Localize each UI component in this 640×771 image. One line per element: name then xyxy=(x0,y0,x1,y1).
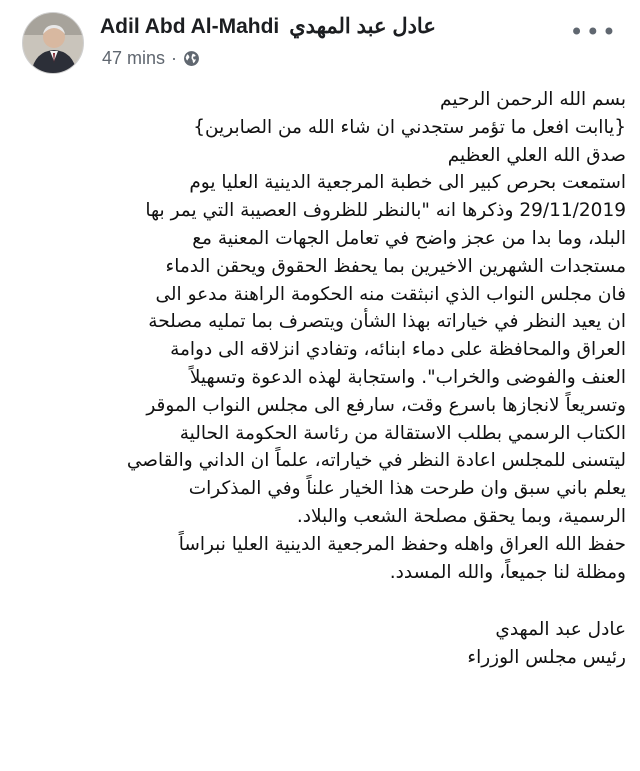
post-line: بسم الله الرحمن الرحيم xyxy=(440,89,626,110)
post-meta xyxy=(102,48,200,69)
post-line: 29/11/2019 وذكرها انه "بالنظر للظروف العصيبة التي يمر بها xyxy=(145,200,626,222)
post-line: صدق الله العلي العظيم xyxy=(447,144,626,166)
post-line: يعلم باني سبق وان طرحت هذا الخيار علناً وفي المذكرات xyxy=(188,478,626,500)
post-line: ليتسنى للمجلس اعادة النظر في خياراته، علماً ان الداني والقاصي xyxy=(126,450,626,472)
post-line: حفظ الله العراق واهله وحفظ المرجعية الدينية العليا نبراساً xyxy=(178,533,626,555)
signature-title: رئيس مجلس الوزراء xyxy=(467,647,626,669)
post-line: وتسريعاً لانجازها باسرع وقت، سارفع الى مجلس النواب الموقر xyxy=(146,394,626,416)
globe-icon[interactable] xyxy=(183,50,200,67)
meta-separator: · xyxy=(171,48,178,68)
post-line: ان يعيد النظر في خياراته بهذا الشأن ويتصرف بما تمليه مصلحة xyxy=(148,311,626,333)
author-name[interactable] xyxy=(100,14,436,39)
post-line: العنف والفوضى والخراب". واستجابة لهذه الدعوة وتسهيلاً xyxy=(189,366,626,388)
post-line: البلد، وما بدا من عجز واضح في تعامل الجهات المعنية مع xyxy=(192,227,626,249)
post-line: الكتاب الرسمي بطلب الاستقالة من رئاسة الحكومة الحالية xyxy=(179,422,626,444)
post-timestamp[interactable]: 47 mins xyxy=(102,48,166,68)
post-line: ومظلة لنا جميعاً، والله المسدد. xyxy=(389,561,626,583)
post-line: فان مجلس النواب الذي انبثقت منه الحكومة الراهنة مدعو الى xyxy=(155,283,626,305)
post-line: الرسمية، وبما يحقق مصلحة الشعب والبلاد. xyxy=(296,505,626,527)
paragraph-gap xyxy=(10,586,626,616)
signature-name: عادل عبد المهدي xyxy=(495,619,626,641)
avatar[interactable] xyxy=(22,12,84,74)
profile-photo-icon xyxy=(23,13,83,73)
more-options-button[interactable]: ••• xyxy=(569,18,618,46)
post-line: العراق والمحافظة على دماء ابنائه، وتفادي انزلاقه الى دوامة xyxy=(170,339,626,361)
post-header xyxy=(0,0,640,86)
post-line: {ياابت افعل ما تؤمر ستجدني ان شاء الله من الصابرين} xyxy=(193,116,626,138)
post-line: مستجدات الشهرين الاخيرين بما يحفظ الحقوق ويحقن الدماء xyxy=(165,255,626,277)
author-name-english[interactable]: Adil Abd Al-Mahdi xyxy=(100,15,280,38)
post-body xyxy=(10,86,626,672)
post-line: استمعت بحرص كبير الى خطبة المرجعية الدينية العليا يوم xyxy=(189,172,626,194)
author-name-arabic[interactable]: عادل عبد المهدي xyxy=(289,15,436,38)
